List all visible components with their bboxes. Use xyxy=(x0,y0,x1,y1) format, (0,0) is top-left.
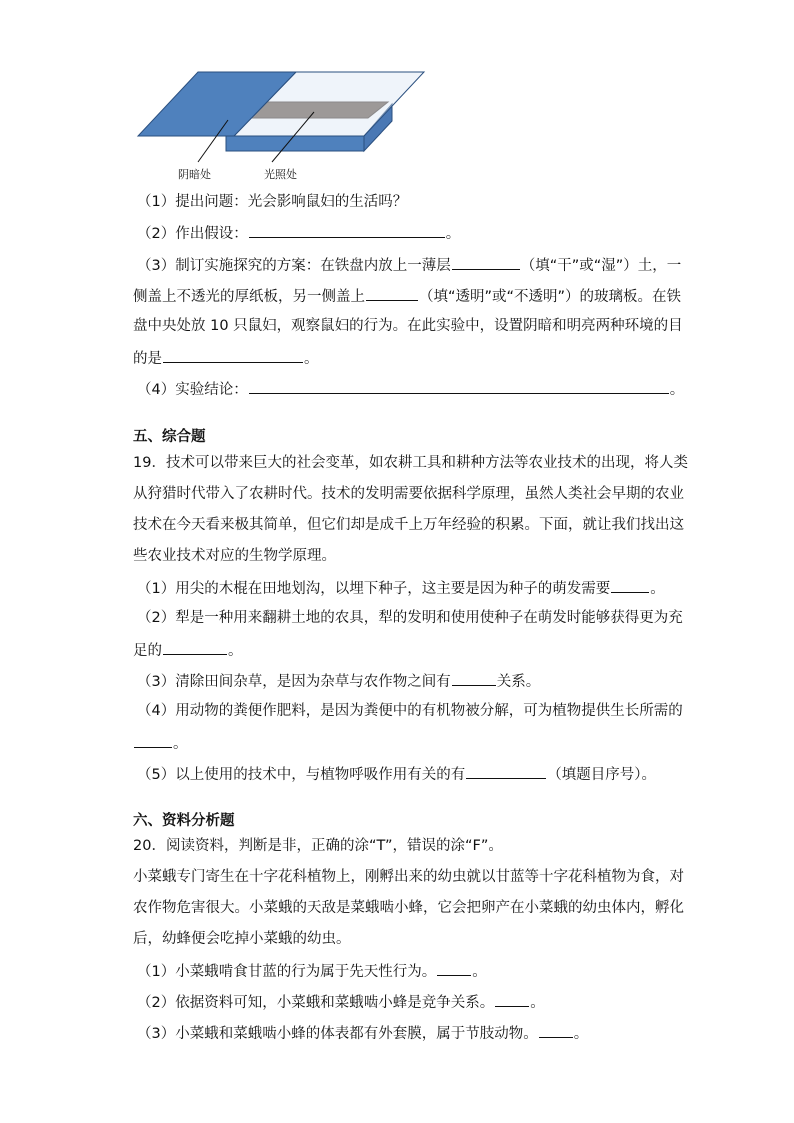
answer-blank-tf3[interactable] xyxy=(539,1022,573,1038)
answer-blank-conclusion[interactable] xyxy=(249,378,669,394)
q19-part1 xyxy=(137,577,665,599)
q18-part3-text: （3）制订实施探究的方案：在铁盘内放上一薄层 xyxy=(137,258,451,274)
material-line2: 农作物危害很大。小菜蛾的天敌是菜蛾啮小蜂，它会把卵产在小菜蛾的幼虫体内，孵化 xyxy=(133,900,684,916)
q19-part2-text: 足的 xyxy=(133,643,162,659)
q18-part3-text: 侧盖上不透光的厚纸板，另一侧盖上 xyxy=(133,289,365,305)
q19-part3-text: 关系。 xyxy=(496,674,541,690)
q18-part2 xyxy=(137,222,460,244)
tray-front xyxy=(226,136,364,151)
q20-statement2 xyxy=(137,991,545,1013)
q19-part3-text: （3）清除田间杂草，是因为杂草与农作物之间有 xyxy=(137,674,451,690)
answer-blank-glass[interactable] xyxy=(366,285,418,301)
q18-part1 xyxy=(137,192,407,212)
q19-part5-text: （填题目序号）。 xyxy=(547,767,656,783)
q19-part4-line2 xyxy=(133,732,188,754)
q19-part5 xyxy=(137,763,656,785)
q19-stem-line3: 技术在今天看来极其简单，但它们却是成千上万年经验的积累。下面，就让我们找出这 xyxy=(133,517,684,533)
answer-blank-tf1[interactable] xyxy=(437,960,471,976)
q19-stem-line2: 从狩猎时代带入了农耕时代。技术的发明需要依据科学原理，虽然人类社会早期的农业 xyxy=(133,486,684,502)
q18-part3-line2 xyxy=(133,285,681,307)
answer-blank-soil[interactable] xyxy=(452,254,520,270)
answer-blank-plow[interactable] xyxy=(163,639,227,655)
q18-part3-line3 xyxy=(133,316,683,336)
q19-part1-text: （1）用尖的木棍在田地划沟，以埋下种子，这主要是因为种子的萌发需要 xyxy=(137,581,611,597)
q19-part3 xyxy=(137,670,540,692)
answer-blank-relationship[interactable] xyxy=(452,670,496,686)
q19-stem-line1: 19．技术可以带来巨大的社会变革，如农耕工具和耕种方法等农业技术的出现，将人类 xyxy=(133,455,688,471)
q18-part3-text: （填“干”或“湿”）土，一 xyxy=(520,258,682,274)
answer-blank-tf2[interactable] xyxy=(495,991,529,1007)
answer-blank-purpose[interactable] xyxy=(163,347,303,363)
q18-part3-text: 盘中央处放 10 只鼠妇，观察鼠妇的行为。在此实验中，设置阴暗和明亮两种环境的目 xyxy=(133,318,683,334)
answer-blank-germination[interactable] xyxy=(611,577,649,593)
q19-part5-text: （5）以上使用的技术中，与植物呼吸作用有关的有 xyxy=(137,767,466,783)
section-title-comprehensive: 五、综合题 xyxy=(133,429,206,445)
material-line1: 小菜蛾专门寄生在十字花科植物上，刚孵出来的幼虫就以甘蓝等十字花科植物为食，对 xyxy=(133,869,684,885)
period: 。 xyxy=(472,964,487,980)
q18-part3-line1 xyxy=(137,254,681,276)
q18-part2-text: （2）作出假设： xyxy=(137,226,248,242)
q18-part4 xyxy=(137,378,684,400)
period: 。 xyxy=(650,581,665,597)
period: 。 xyxy=(669,382,685,398)
label-dark: 阴暗处 xyxy=(178,168,211,181)
q20-statement1 xyxy=(137,960,487,982)
section-title-data-analysis: 六、资料分析题 xyxy=(133,813,235,829)
period: 。 xyxy=(530,995,545,1011)
period: 。 xyxy=(573,1026,589,1042)
q18-part3-text: 的是 xyxy=(133,351,162,367)
material-line3: 后，幼蜂便会吃掉小菜蛾的幼虫。 xyxy=(133,931,351,947)
q20-statement1-text: （1）小菜蛾啃食甘蓝的行为属于先天性行为。 xyxy=(137,964,437,980)
q20-statement2-text: （2）依据资料可知，小菜蛾和菜蛾啮小蜂是竞争关系。 xyxy=(137,995,495,1011)
q20-statement3 xyxy=(137,1022,588,1044)
q19-part2-line2 xyxy=(133,639,243,661)
q19-part2-line1: （2）犁是一种用来翻耕土地的农具，犁的发明和使用使种子在萌发时能够获得更为充 xyxy=(137,610,683,626)
period: 。 xyxy=(445,226,461,242)
q19-part4-line1: （4）用动物的粪便作肥料，是因为粪便中的有机物被分解，可为植物提供生长所需的 xyxy=(137,703,683,719)
q18-part3-text: （填“透明”或“不透明”）的玻璃板。在铁 xyxy=(419,289,682,305)
answer-blank-respiration[interactable] xyxy=(466,763,546,779)
q18-part4-text: （4）实验结论： xyxy=(137,382,248,398)
q18-part1-text: （1）提出问题：光会影响鼠妇的生活吗？ xyxy=(137,194,408,210)
answer-blank-nutrients[interactable] xyxy=(134,732,172,748)
period: 。 xyxy=(304,351,319,367)
answer-blank-hypothesis[interactable] xyxy=(249,222,445,238)
q19-stem-line4: 些农业技术对应的生物学原理。 xyxy=(133,548,336,564)
q20-intro: 20．阅读资料，判断是非，正确的涂“T”，错误的涂“F”。 xyxy=(133,838,503,854)
q20-statement3-text: （3）小菜蛾和菜蛾啮小蜂的体表都有外套膜，属于节肢动物。 xyxy=(137,1026,538,1042)
period: 。 xyxy=(173,736,188,752)
q18-part3-line4 xyxy=(133,347,319,369)
label-light: 光照处 xyxy=(264,168,297,181)
experiment-diagram xyxy=(136,66,436,184)
period: 。 xyxy=(228,643,243,659)
